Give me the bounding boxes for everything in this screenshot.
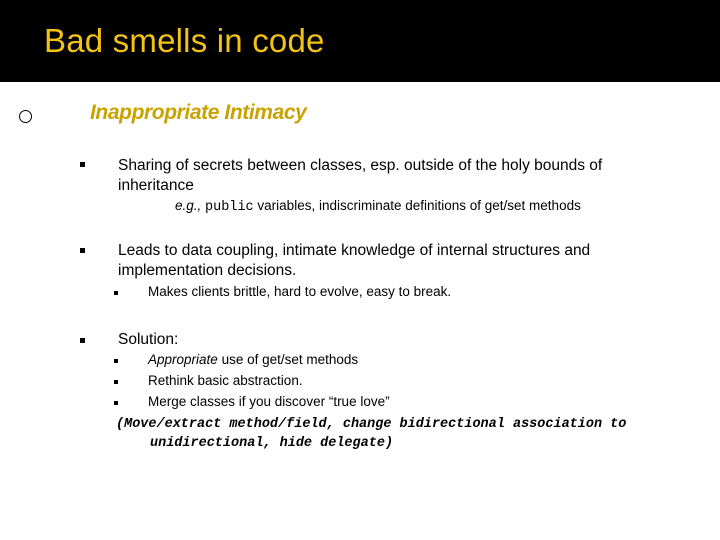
solution-note-line2: unidirectional, hide delegate)	[150, 436, 394, 451]
section-heading: Inappropriate Intimacy	[90, 101, 307, 124]
item2-line1: Leads to data coupling, intimate knowledge of internal structures and	[118, 242, 591, 259]
circle-bullet-icon	[19, 110, 32, 123]
square-bullet-icon	[80, 338, 85, 343]
square-bullet-icon	[114, 291, 118, 295]
solution-sub2: Rethink basic abstraction.	[148, 373, 303, 388]
square-bullet-icon	[80, 162, 85, 167]
square-bullet-icon	[114, 359, 118, 363]
example-rest: variables, indiscriminate definitions of get/set methods	[257, 198, 581, 213]
square-bullet-icon	[114, 401, 118, 405]
item1-line2: inheritance	[118, 177, 194, 194]
item1-line1: Sharing of secrets between classes, esp. outside of the holy bounds of	[118, 157, 603, 174]
solution-label: Solution:	[118, 331, 179, 348]
example-code: public	[205, 200, 254, 215]
solution-sub1	[148, 352, 358, 367]
solution-note-line1: (Move/extract method/field, change bidirectional association to	[116, 417, 627, 432]
solution-sub3: Merge classes if you discover “true love”	[148, 394, 390, 409]
slide-title: Bad smells in code	[44, 22, 325, 59]
item1-example	[175, 198, 581, 215]
item2-line2: implementation decisions.	[118, 262, 297, 279]
square-bullet-icon	[80, 248, 85, 253]
example-prefix: e.g.,	[175, 198, 202, 213]
solution-sub1-rest: use of get/set methods	[221, 352, 359, 367]
solution-sub1-italic: Appropriate	[148, 352, 218, 367]
item2-sub1: Makes clients brittle, hard to evolve, easy to break.	[148, 284, 452, 299]
square-bullet-icon	[114, 380, 118, 384]
